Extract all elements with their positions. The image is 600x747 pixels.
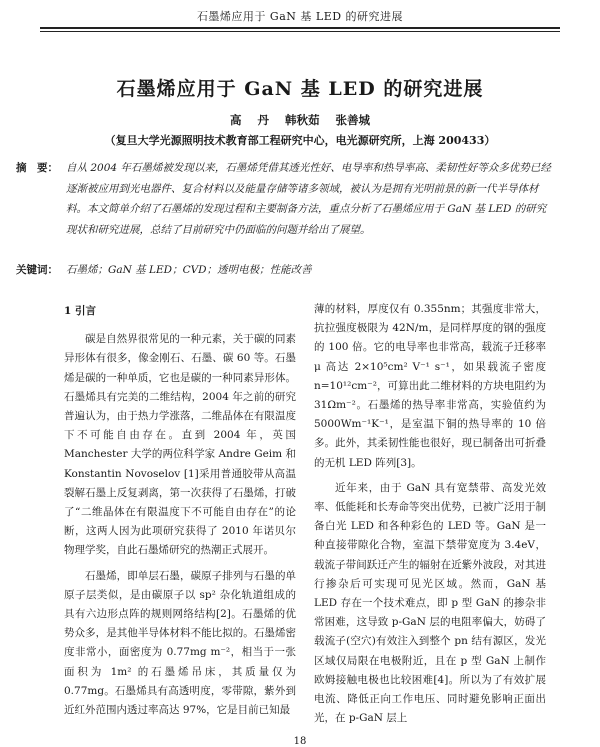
body-paragraph: 薄的材料，厚度仅有 0.355nm；其强度非常大，抗拉强度极限为 42N/m，是同样厚度的钢的强度的 100 倍。它的电导率也非常高，载流子迁移率 μ 高达 2×10⁵cm² V⁻¹ s⁻¹，如果载流子密度 n=10¹²cm⁻²，可算出此二维材料的方块电阻约为 31Ωm⁻²。石墨烯的热导率非常高，实验值约为 5000Wm⁻¹K⁻¹，是室温下铜的热导率的 10 倍多。此外，其柔韧性能也很好，现已制备出可折叠的无机 LED 阵列[3]。	[314, 303, 546, 469]
body-paragraph: 近年来，由于 GaN 具有宽禁带、高发光效率、低能耗和长寿命等突出优势，已被广泛用于制备白光 LED 和各种彩色的 LED 等。GaN 是一种直接带隙化合物，室温下禁带宽度为 3.4eV，载流子带间跃迁产生的辐射在近紫外波段，对其进行掺杂后可实现可见光区域。然而，GaN 基 LED 存在一个技术难点，即 p 型 GaN 的掺杂非常困难，这导致 p-GaN 层的电阻率偏大，妨碍了载流子(空穴)有效注入到整个 pn 结有源区，发光区域仅局限在电极附近，且在 p 型 GaN 上制作欧姆接触电极也比较困难[4]。所以为了有效扩展电流、降低正向工作电压、同时避免影响正面出光，在 p-GaN 层上	[314, 481, 546, 725]
authors: 高 丹 韩秋茹 张善城	[229, 113, 370, 127]
section-heading: 1 引言	[64, 305, 96, 317]
paper-title: 石墨烯应用于 GaN 基 LED 的研究进展	[116, 78, 484, 100]
abstract-text: 自从 2004 年石墨烯被发现以来，石墨烯凭借其透光性好、电导率和热导率高、柔韧性好等众多优势已经逐渐被应用到光电器件、复合材料以及能量存储等诸多领域，被认为是拥有光明前景的新一代半导体材料。本文简单介绍了石墨烯的发现过程和主要制备方法，重点分析了石墨烯应用于 GaN 基 LED 的研究现状和研究进展，总结了目前研究中仍面临的问题并给出了展望。	[66, 162, 551, 236]
keywords	[16, 262, 552, 277]
keywords-text: 石墨烯；GaN 基 LED；CVD；透明电极；性能改善	[66, 264, 312, 276]
body-paragraph: 石墨烯，即单层石墨，碳原子排列与石墨的单原子层类似，是由碳原子以 sp² 杂化轨道组成的具有六边形点阵的规则网络结构[2]。石墨烯的优势众多，是其他半导体材料不能比拟的。石墨烯密度非常小，面密度为 0.77mg m⁻²，相当于一张面积为 1m² 的石墨烯吊床，其质量仅为 0.77mg。石墨烯具有高透明度，零带隙，紫外到近红外范围内透过率高达 97%，它是目前已知最	[64, 569, 296, 717]
right-column	[314, 300, 546, 734]
abstract-label: 摘 要：	[16, 162, 58, 174]
left-column	[64, 302, 296, 726]
affiliation: （复旦大学光源照明技术教育部工程研究中心，电光源研究所，上海 200433）	[104, 134, 496, 147]
abstract	[16, 158, 552, 240]
page-number: 18	[293, 736, 307, 747]
running-header: 石墨烯应用于 GaN 基 LED 的研究进展	[40, 8, 560, 29]
body-paragraph: 碳是自然界很常见的一种元素，关于碳的同素异形体有很多，像金刚石、石墨、碳 60 等。石墨烯是碳的一种单质，它也是碳的一种同素异形体。石墨烯具有完美的二维结构，2004 年之前的研究普遍认为，由于热力学涨落，二维晶体在有限温度下不可能自由存在。直到 2004 年，英国 Manchester 大学的两位科学家 Andre Geim 和 Konstantin Novoselov [1]采用普通胶带从高温裂解石墨上反复剥离，第一次获得了石墨烯，打破了“二维晶体在有限温度下不可能自由存在”的论断，这两人因为此项研究获得了 2010 年诺贝尔物理学奖，自此石墨烯研究的热潮正式展开。	[64, 333, 296, 557]
keywords-label: 关键词：	[16, 264, 58, 276]
